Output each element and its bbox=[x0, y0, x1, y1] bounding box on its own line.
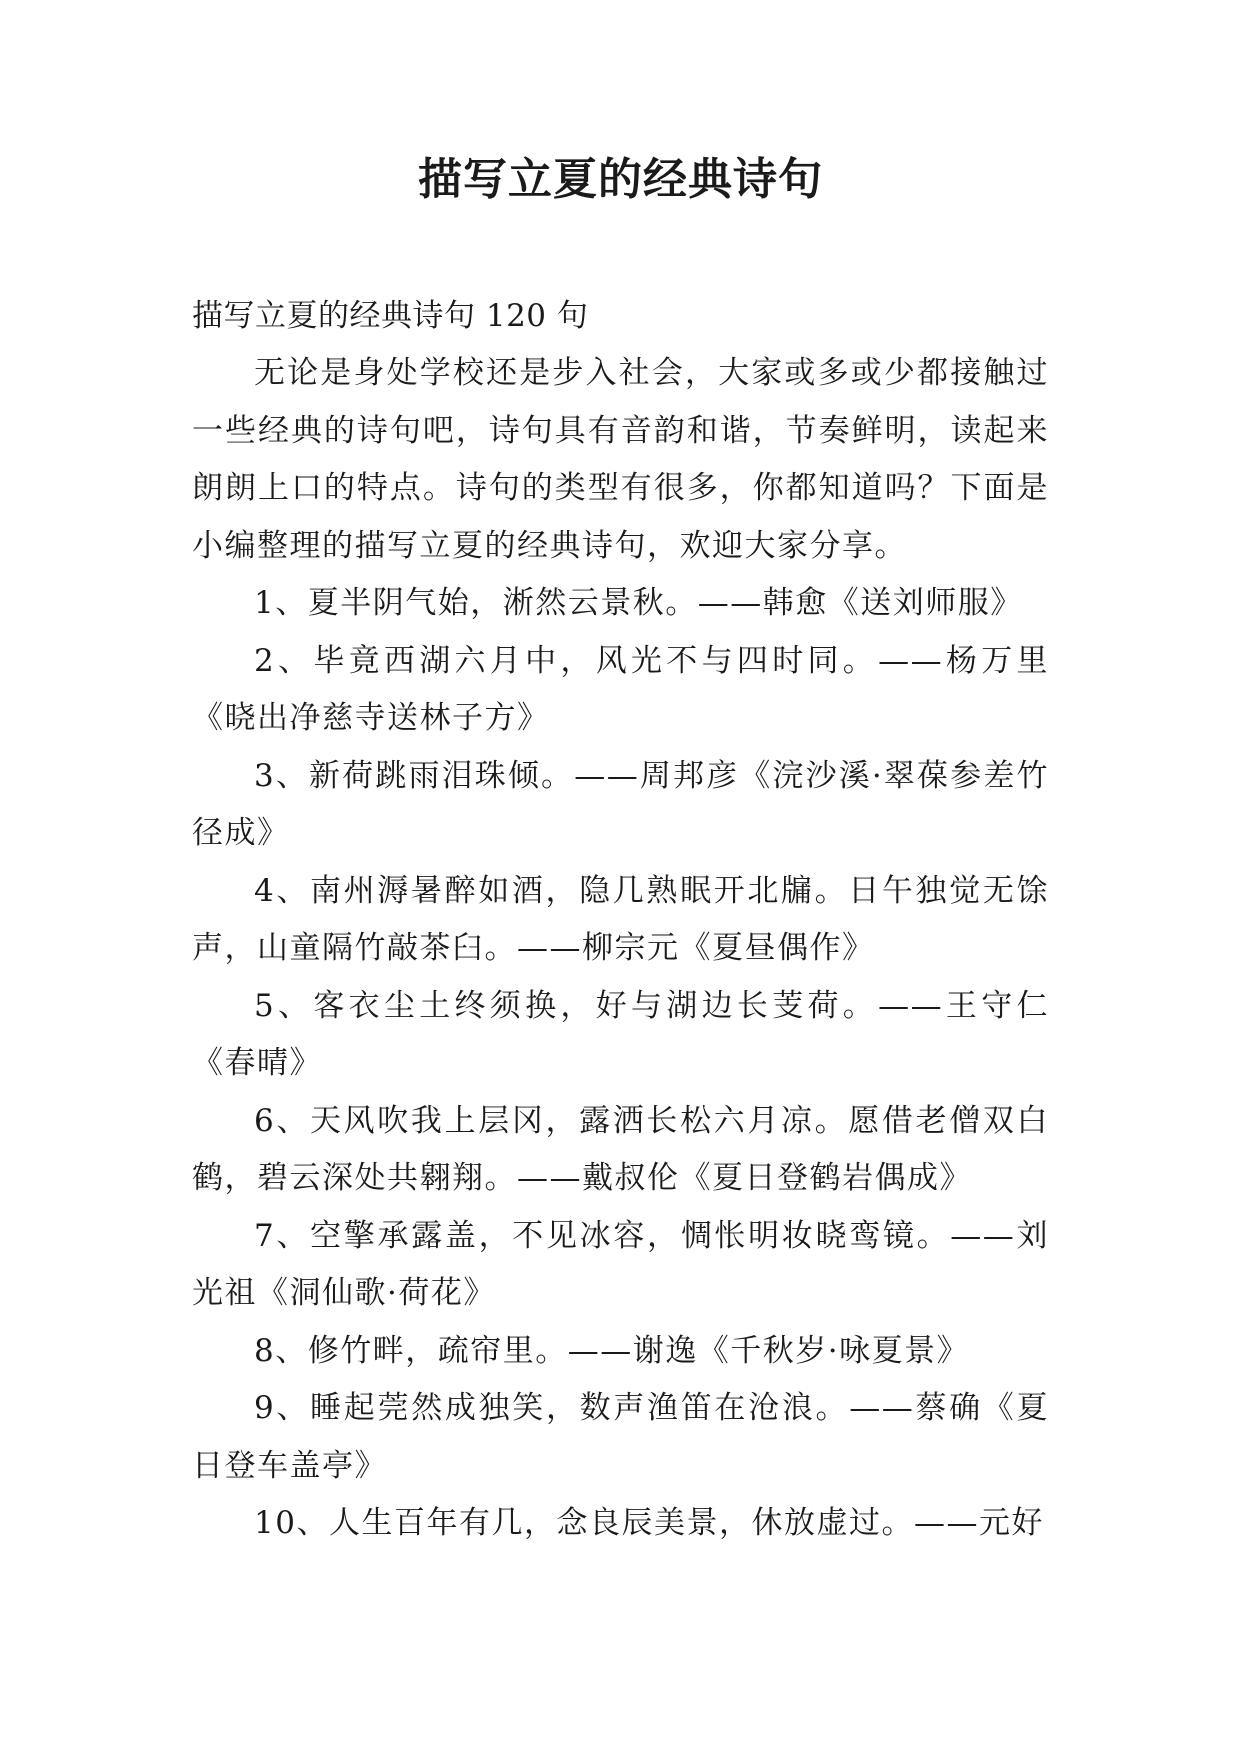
document-body bbox=[192, 288, 1049, 1553]
poem-line-3: 3、新荷跳雨泪珠倾。——周邦彦《浣沙溪·翠葆参差竹径成》 bbox=[192, 757, 1049, 851]
poem-line-8: 8、修竹畔，疏帘里。——谢逸《千秋岁·咏夏景》 bbox=[254, 1332, 970, 1369]
poem-line-4: 4、南州溽暑醉如酒，隐几熟眠开北牖。日午独觉无馀声，山童隔竹敲茶臼。——柳宗元《夏昼偶作》 bbox=[192, 872, 1049, 966]
poem-line-10: 10、人生百年有几，念良辰美景，休放虚过。——元好 bbox=[254, 1505, 1044, 1541]
document-title: 描写立夏的经典诗句 bbox=[418, 154, 823, 205]
poem-line-6: 6、天风吹我上层冈，露洒长松六月凉。愿借老僧双白鹤，碧云深处共翱翔。——戴叔伦《夏日登鹤岩偶成》 bbox=[192, 1102, 1049, 1196]
poem-line-5: 5、客衣尘土终须换，好与湖边长芰荷。——王守仁《春晴》 bbox=[192, 987, 1049, 1081]
poem-line-9: 9、睡起莞然成独笑，数声渔笛在沧浪。——蔡确《夏日登车盖亭》 bbox=[192, 1390, 1049, 1484]
poem-line-1: 1、夏半阴气始，淅然云景秋。——韩愈《送刘师服》 bbox=[254, 585, 1023, 621]
document-subtitle: 描写立夏的经典诗句 120 句 bbox=[192, 298, 589, 334]
poem-line-7: 7、空擎承露盖，不见冰容，惆怅明妆晓鸾镜。——刘光祖《洞仙歌·荷花》 bbox=[192, 1217, 1049, 1311]
intro-paragraph: 无论是身处学校还是步入社会，大家或多或少都接触过一些经典的诗句吧，诗句具有音韵和谐，节奏鲜明，读起来朗朗上口的特点。诗句的类型有很多，你都知道吗？下面是小编整理的描写立夏的经典诗句，欢迎大家分享。 bbox=[192, 355, 1049, 564]
poem-line-2: 2、毕竟西湖六月中，风光不与四时同。——杨万里《晓出净慈寺送林子方》 bbox=[192, 642, 1049, 736]
